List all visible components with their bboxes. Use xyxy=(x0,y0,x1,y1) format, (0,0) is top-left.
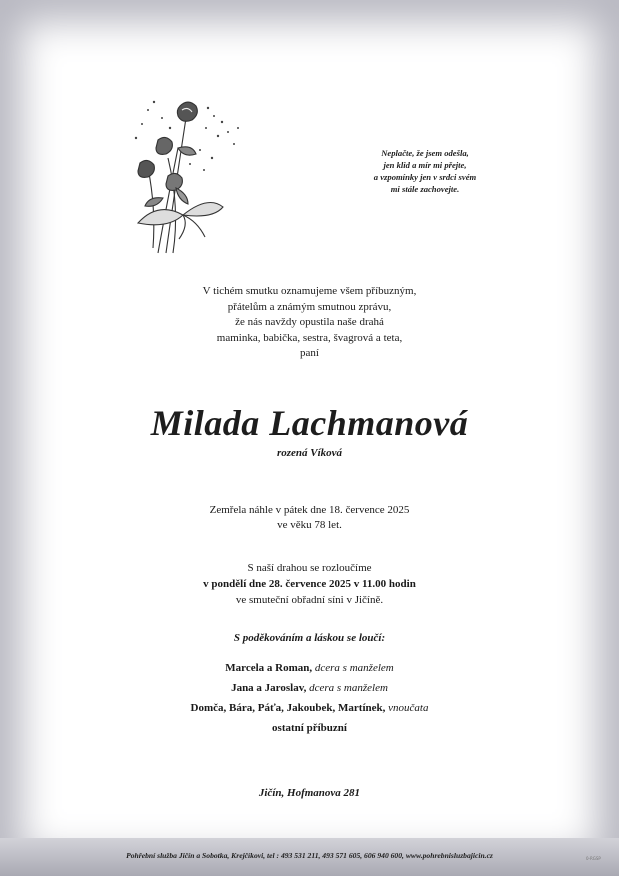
document-code: 0-RGSP xyxy=(586,856,601,861)
flower-bouquet-icon xyxy=(118,88,248,258)
death-date: Zemřela náhle v pátek dne 18. července 2025 xyxy=(209,504,410,516)
intro-line: maminka, babička, sestra, švagrová a teta, xyxy=(216,331,403,344)
death-info xyxy=(0,503,619,533)
mourner-relation: dcera s manželem xyxy=(309,682,388,694)
poem-line: jen klid a mír mi přejte, xyxy=(383,160,467,170)
mourner-row xyxy=(0,718,619,738)
intro-line: že nás navždy opustila naše drahá xyxy=(235,316,384,328)
mourner-names: Jana a Jaroslav, xyxy=(231,682,307,694)
death-age: ve věku 78 let. xyxy=(277,519,342,531)
poem-line: mi stále zachovejte. xyxy=(390,184,460,194)
maiden-name: rozená Víková xyxy=(276,447,343,459)
mourner-relation: dcera s manželem xyxy=(314,662,394,674)
mourner-names: Domča, Bára, Páťa, Jakoubek, Martínek, xyxy=(190,702,386,714)
intro-line: přátelům a známým smutnou zprávu, xyxy=(227,300,392,313)
address: Jičín, Hofmanova 281 xyxy=(258,787,361,799)
farewell-place: ve smuteční obřadní síni v Jičíně. xyxy=(235,594,384,606)
poem-line: Neplačte, že jsem odešla, xyxy=(381,148,469,158)
farewell-datetime: v pondělí dne 28. července 2025 v 11.00 hodin xyxy=(203,578,416,590)
intro-line: paní xyxy=(300,347,319,359)
funeral-service-footer: Pohřební služba Jičín a Sobotka, Krejčíkovi, tel : 493 531 211, 493 571 605, 606 940 600, www.pohrebnisluzbajicin.cz xyxy=(126,851,493,860)
thanks-heading: S poděkováním a láskou se loučí: xyxy=(233,632,386,644)
mourners-list xyxy=(0,658,619,738)
mourner-names: ostatní příbuzní xyxy=(272,722,347,734)
mourner-row xyxy=(0,658,619,678)
mourner-relation: vnoučata xyxy=(388,702,429,714)
mourner-row xyxy=(0,698,619,718)
intro-line: V tichém smutku oznamujeme všem příbuzným, xyxy=(202,285,417,297)
announcement-intro xyxy=(0,284,619,362)
mourner-names: Marcela a Roman, xyxy=(225,662,313,674)
poem-line: a vzpomínky jen v srdci svém xyxy=(373,172,477,182)
farewell-info xyxy=(0,560,619,608)
farewell-intro: S naší drahou se rozloučíme xyxy=(247,562,372,574)
poem xyxy=(340,147,510,195)
deceased-name: Milada Lachmanová xyxy=(150,403,469,443)
mourner-row xyxy=(0,678,619,698)
